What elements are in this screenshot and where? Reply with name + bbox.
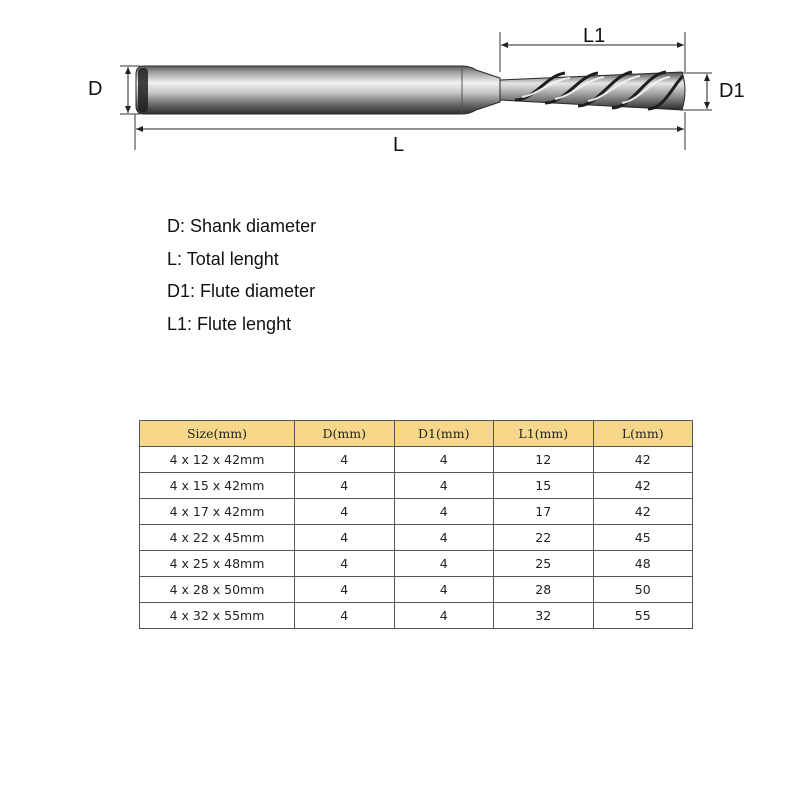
column-header-l: L(mm): [593, 421, 693, 447]
legend-item-l1: L1: Flute lenght: [167, 313, 292, 334]
table-row: [140, 577, 693, 603]
cell-l: 42: [593, 473, 693, 499]
end-mill-diagram: [0, 0, 800, 200]
cell-d1: 4: [394, 473, 494, 499]
end-mill-shank: [136, 66, 500, 114]
cell-size: 4 x 32 x 55mm: [140, 603, 295, 629]
end-mill-flute: [500, 72, 685, 110]
cell-size: 4 x 28 x 50mm: [140, 577, 295, 603]
table-row: [140, 551, 693, 577]
dimension-label-l: L: [393, 134, 405, 156]
cell-d1: 4: [394, 447, 494, 473]
table-row: [140, 473, 693, 499]
cell-d1: 4: [394, 551, 494, 577]
cell-d1: 4: [394, 603, 494, 629]
dimension-label-d: D: [88, 78, 103, 100]
cell-d: 4: [295, 551, 395, 577]
cell-l1: 15: [494, 473, 594, 499]
dimension-label-l1: L1: [583, 25, 606, 47]
cell-d1: 4: [394, 499, 494, 525]
cell-l: 42: [593, 447, 693, 473]
cell-d1: 4: [394, 577, 494, 603]
column-header-l1: L1(mm): [494, 421, 594, 447]
column-header-d1: D1(mm): [394, 421, 494, 447]
cell-l1: 32: [494, 603, 594, 629]
table-row: [140, 525, 693, 551]
dimension-label-d1: D1: [719, 80, 745, 102]
cell-d: 4: [295, 447, 395, 473]
size-spec-table: [139, 420, 693, 629]
cell-l: 42: [593, 499, 693, 525]
cell-l: 45: [593, 525, 693, 551]
column-header-size: Size(mm): [140, 421, 295, 447]
table-row: [140, 603, 693, 629]
cell-d: 4: [295, 525, 395, 551]
cell-d: 4: [295, 577, 395, 603]
cell-size: 4 x 15 x 42mm: [140, 473, 295, 499]
cell-size: 4 x 17 x 42mm: [140, 499, 295, 525]
cell-l: 48: [593, 551, 693, 577]
cell-l1: 12: [494, 447, 594, 473]
column-header-d: D(mm): [295, 421, 395, 447]
cell-size: 4 x 12 x 42mm: [140, 447, 295, 473]
cell-d: 4: [295, 603, 395, 629]
cell-l1: 28: [494, 577, 594, 603]
legend-item-d: D: Shank diameter: [167, 216, 317, 236]
table-row: [140, 499, 693, 525]
cell-d1: 4: [394, 525, 494, 551]
dimension-legend: [167, 216, 316, 346]
cell-size: 4 x 22 x 45mm: [140, 525, 295, 551]
legend-item-d1: D1: Flute diameter: [167, 281, 316, 301]
cell-l1: 22: [494, 525, 594, 551]
table-row: [140, 447, 693, 473]
cell-size: 4 x 25 x 48mm: [140, 551, 295, 577]
table-header-row: [140, 421, 693, 447]
cell-d: 4: [295, 499, 395, 525]
cell-d: 4: [295, 473, 395, 499]
legend-item-l: L: Total lenght: [167, 248, 279, 269]
cell-l1: 17: [494, 499, 594, 525]
cell-l1: 25: [494, 551, 594, 577]
cell-l: 50: [593, 577, 693, 603]
cell-l: 55: [593, 603, 693, 629]
